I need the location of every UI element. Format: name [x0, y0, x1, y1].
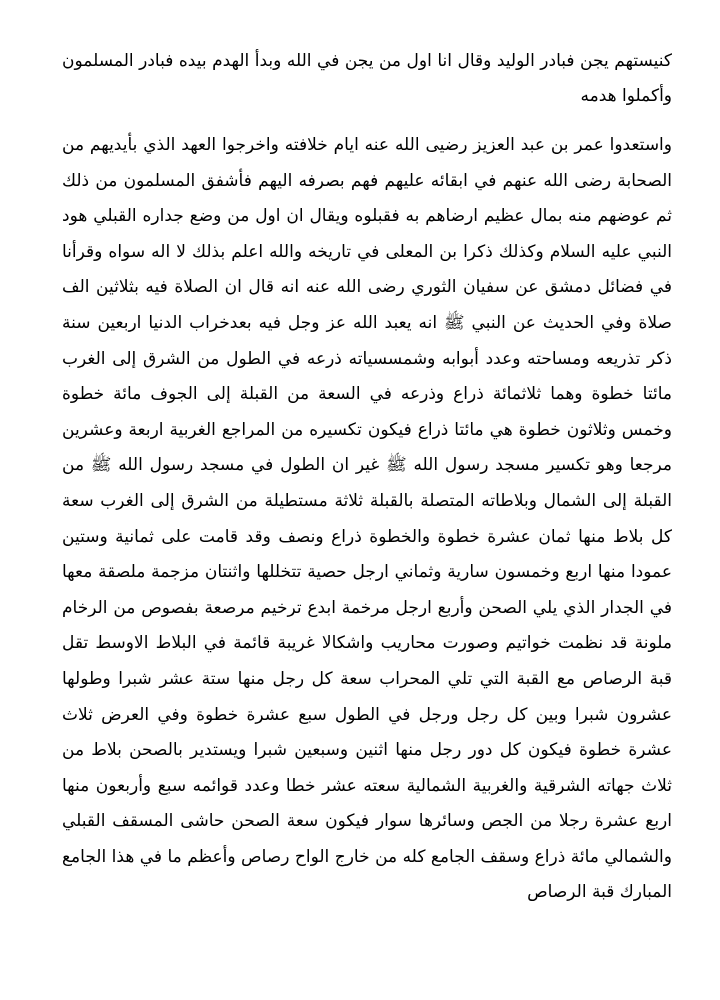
paragraph-1: كنيستهم يجن فبادر الوليد وقال انا اول من يجن في الله وبدأ الهدم بيده فبادر المسلمون وأكملوا هدمه — [62, 51, 672, 106]
paragraph-2: واستعدوا عمر بن عبد العزيز رضيى الله عنه ايام خلافته واخرجوا العهد الذي بأيديهم من الصحابة رضى الله عنهم في ابقائه عليهم فهم بصرفه اليهم فأشفق المسلمون من ذلك ثم عوضهم منه بمال عظيم ارضاهم به فقبلوه ويقال ان اول من وضع جداره القبلي هود النبي عليه السلام وكذلك ذكرا بن المعلى في تاريخه والله اعلم بذلك لا اله سواه وقرأنا في فضائل دمشق عن سفيان الثوري رضى الله عنه انه قال ان الصلاة فيه بثلاثين الف صلاة وفي الحديث عن النبي ﷺ انه يعبد الله عز وجل فيه بعدخراب الدنيا اربعين سنة ذكر تذريعه ومساحته وعدد أبوابه وشمسسياته ذرعه في الطول من الشرق إلى الغرب مائتا خطوة وهما ثلاثمائة ذراع وذرعه في السعة من القبلة إلى الجوف مائة خطوة وخمس وثلاثون خطوة هي مائتا ذراع فيكون تكسيره من المراجع الغربية اربعة وعشرين مرجعا وهو تكسير مسجد رسول الله ﷺ غير ان الطول في مسجد رسول الله ﷺ من القبلة إلى الشمال وبلاطاته المتصلة بالقبلة ثلاثة مستطيلة من الشرق إلى الغرب سعة كل بلاط منها ثمان عشرة خطوة والخطوة ذراع ونصف وقد قامت على ثمانية وستين عمودا منها اربع وخمسون سارية وثماني ارجل حصية تتخللها واثنتان مزجمة ملصقة معها في الجدار الذي يلي الصحن وأربع ارجل مرخمة ابدع ترخيم مرصعة بفصوص من الرخام ملونة قد نظمت خواتيم وصورت محاريب واشكالا غريبة قائمة في البلاط الاوسط تقل قبة الرصاص مع القبة التي تلي المحراب سعة كل رجل منها ستة عشر شبرا وطولها عشرون شبرا وبين كل رجل ورجل في الطول سبع عشرة خطوة وفي العرض ثلاث عشرة خطوة فيكون كل دور رجل منها اثنين وسبعين شبرا ويستدير بالصحن بلاط من ثلاث جهاته الشرقية والغربية الشمالية سعته عشر خطا وعدد قوائمه سبع وأربعون منها اربع عشرة رجلا من الجص وسائرها سوار فيكون سعة الصحن حاشى المسقف القبلي والشمالي مائة ذراع وسقف الجامع كله من خارج الواح رصاص وأعظم ما في هذا الجامع المبارك قبة الرصاص — [62, 135, 672, 903]
